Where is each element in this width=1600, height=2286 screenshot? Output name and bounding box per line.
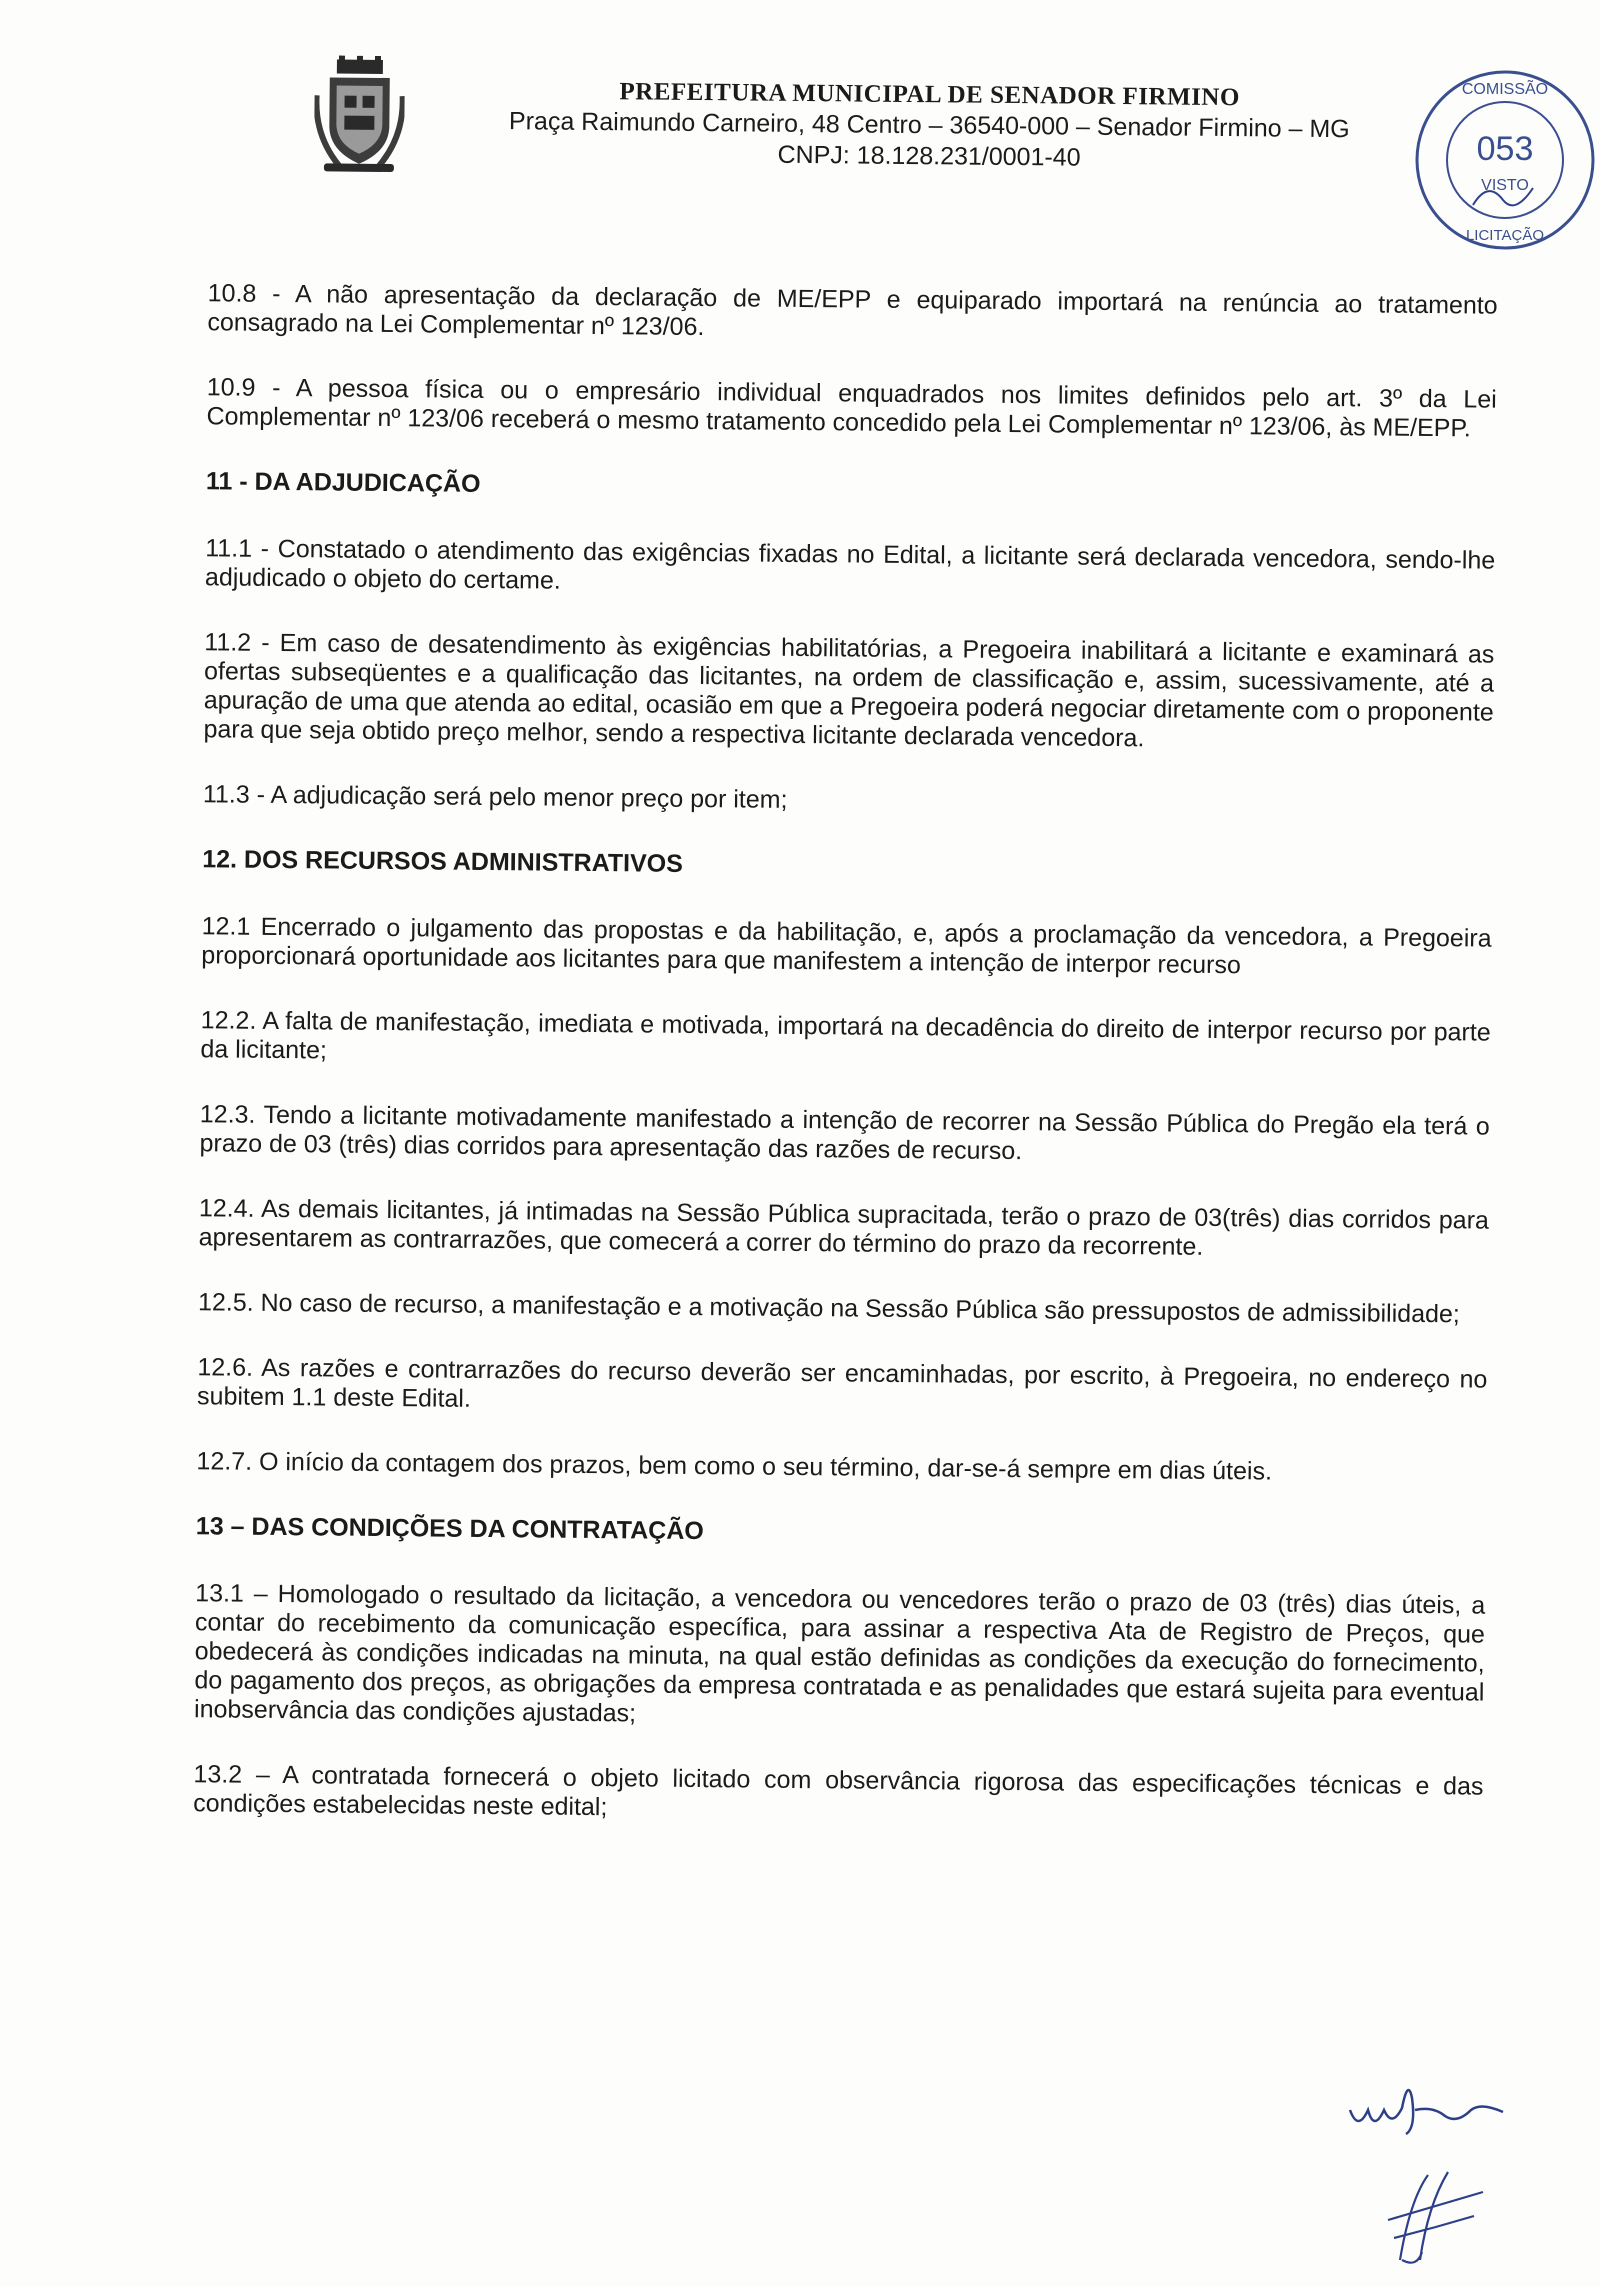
paragraph-12-1: 12.1 Encerrado o julgamento das propostas e da habilitação, e, após a proclamação da vencedora, a Pregoeira proporcionará oportunidade aos licitantes para que manifestem a intenção de interpor recurso (201, 912, 1492, 980)
letterhead-title: PREFEITURA MUNICIPAL DE SENADOR FIRMINO (619, 78, 1241, 112)
handwritten-signature-icon (1345, 2080, 1515, 2140)
heading-section-11: 11 - DA ADJUDICAÇÃO (205, 467, 481, 498)
stamp-number: 053 (1476, 130, 1534, 168)
handwritten-initials-icon (1380, 2160, 1490, 2270)
paragraph-12-2: 12.2. A falta de manifestação, imediata e motivada, importará na decadência do direito de interpor recurso por parte da licitante; (200, 1006, 1491, 1065)
stamp-visto: VISTO (1481, 177, 1529, 194)
paragraph-11-1: 11.1 - Constatado o atendimento das exigências fixadas no Edital, a licitante será declarada vencedora, sendo-lhe adjudicado o objeto do certame. (204, 534, 1496, 595)
heading-section-12: 12. DOS RECURSOS ADMINISTRATIVOS (202, 845, 684, 878)
paragraph-12-4: 12.4. As demais licitantes, já intimadas na Sessão Pública supracitada, terão o prazo de 03(três) dias corridos para apresentarem as contrarrazões, que comecerá a correr do término do prazo da recorrente. (198, 1194, 1490, 1261)
paragraph-11-3: 11.3 - A adjudicação será pelo menor preço por item; (202, 780, 788, 814)
paragraph-12-7: 12.7. O início da contagem dos prazos, bem como o seu término, dar-se-á sempre em dias úteis. (196, 1447, 1273, 1486)
letterhead-address: Praça Raimundo Carneiro, 48 Centro – 36540-000 – Senador Firmino – MG (508, 107, 1350, 144)
letterhead-cnpj: CNPJ: 18.128.231/0001-40 (777, 140, 1081, 172)
paragraph-10-8: 10.8 - A não apresentação da declaração de ME/EPP e equiparado importará na renúncia ao tratamento consagrado na Lei Complementar nº 123/06. (207, 279, 1498, 342)
heading-section-13: 13 – DAS CONDIÇÕES DA CONTRATAÇÃO (195, 1512, 704, 1546)
paragraph-13-2: 13.2 – A contratada fornecerá o objeto licitado com observância rigorosa das especificações técnicas e das condições estabelecidas neste edital; (193, 1760, 1484, 1822)
paragraph-12-3: 12.3. Tendo a licitante motivadamente manifestado a intenção de recorrer na Sessão Pública do Pregão ela terá o prazo de 03 (três) dias corridos para apresentação das razões de recurso. (199, 1100, 1490, 1166)
commission-stamp-icon (1405, 60, 1600, 260)
paragraph-12-6: 12.6. As razões e contrarrazões do recurso deverão ser encaminhadas, por escrito, à Pregoeira, no endereço no subitem 1.1 deste Edital. (196, 1353, 1488, 1413)
paragraph-11-2: 11.2 - Em caso de desatendimento às exigências habilitatórias, a Pregoeira inabilitará a licitante e examinará as ofertas subseqüentes e a qualificação das licitantes, na ordem de classificação e, assim, sucessivamente, até a apuração de uma que atenda ao edital, ocasião em que a Pregoeira poderá negociar diretamente com o proponente para que seja obtido preço melhor, sendo a respectiva licitante declarada vencedora. (203, 628, 1495, 753)
paragraph-13-1: 13.1 – Homologado o resultado da licitação, a vencedora ou vencedores terão o prazo de 03 (três) dias úteis, a contar do recebimento da comunicação específica, para assinar a respectiva Ata de Registro de Preços, que obedecerá às condições indicadas na minuta, na qual estão definidas as condições da execução do fornecimento, do pagamento dos preços, as obrigações da empresa contratada e as penalidades que estará sujeita para eventual inobservância das condições ajustadas; (193, 1579, 1486, 1728)
letterhead (439, 76, 1420, 175)
stamp-bottom-text: LICITAÇÃO (1465, 227, 1545, 244)
document-body (193, 279, 1498, 1866)
paragraph-12-5: 12.5. No caso de recurso, a manifestação e a motivação na Sessão Pública são pressupostos de admissibilidade; (197, 1288, 1460, 1329)
paragraph-10-9: 10.9 - A pessoa física ou o empresário individual enquadrados nos limites definidos pelo art. 3º da Lei Complementar nº 123/06 receberá o mesmo tratamento concedido pela Lei Complementar nº 123/06, às ME/EPP. (206, 373, 1497, 443)
municipal-coat-of-arms-icon (314, 55, 405, 176)
stamp-top-text: COMISSÃO (1461, 81, 1549, 98)
